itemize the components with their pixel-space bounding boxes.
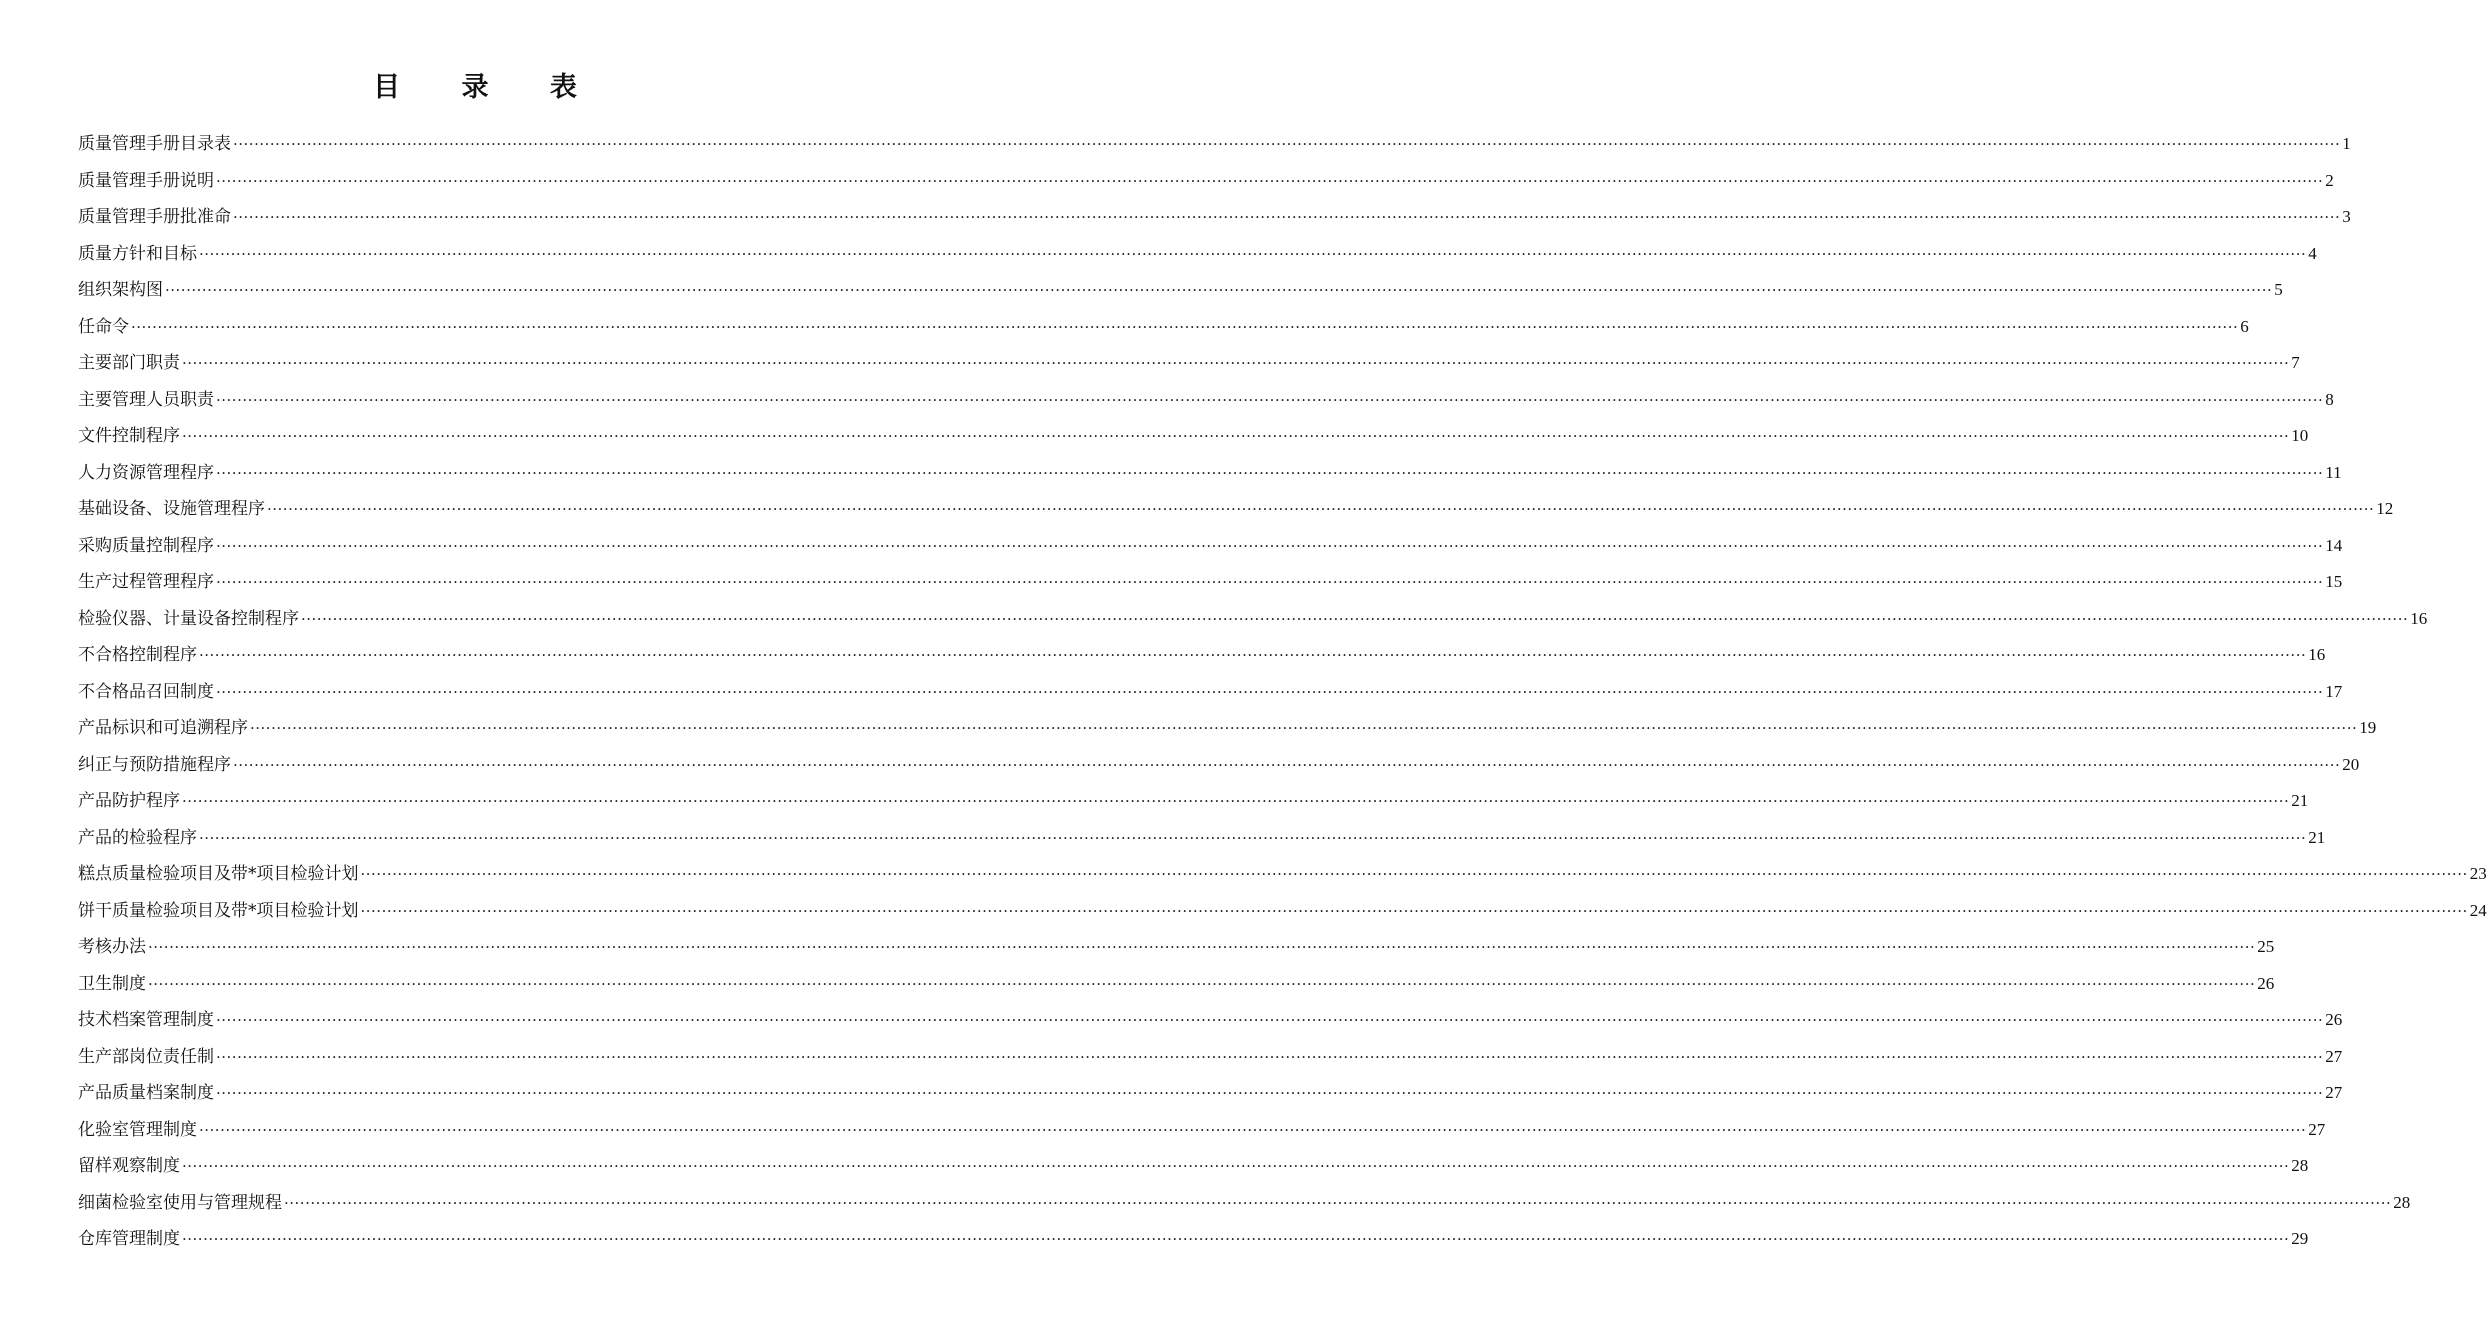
toc-entry-page-number: 24 — [2469, 900, 2487, 920]
dot-leader: ················································································································································································································································································································································································································ — [216, 1047, 2324, 1066]
toc-entry-page-number: 14 — [2325, 535, 2343, 555]
toc-entry-title: 化验室管理制度 — [78, 1119, 197, 1140]
dot-leader: ················································································································································································································································································································································································································ — [199, 1120, 2307, 1139]
dot-leader: ················································································································································································································································································································································································································ — [233, 135, 2341, 154]
toc-entry-page-number: 17 — [2325, 681, 2343, 701]
toc-entry-title: 文件控制程序 — [78, 426, 180, 447]
toc-entry-title: 质量管理手册说明 — [78, 170, 214, 191]
toc-entry[interactable] — [78, 1039, 2343, 1076]
toc-entry-page-number: 11 — [2325, 462, 2342, 482]
toc-entry[interactable] — [78, 1185, 2411, 1222]
toc-entry-title: 采购质量控制程序 — [78, 535, 214, 556]
toc-entry[interactable] — [78, 126, 2351, 163]
toc-entry[interactable] — [78, 272, 2283, 309]
toc-entry[interactable] — [78, 382, 2334, 419]
toc-entry-page-number: 10 — [2291, 426, 2309, 446]
dot-leader: ················································································································································································································································································································································································································ — [233, 208, 2341, 227]
dot-leader: ················································································································································································································································································································································································································ — [216, 1084, 2324, 1103]
toc-entry[interactable] — [78, 418, 2309, 455]
toc-entry-title: 人力资源管理程序 — [78, 462, 214, 483]
toc-entry-title: 主要部门职责 — [78, 353, 180, 374]
toc-entry-page-number: 21 — [2308, 827, 2326, 847]
toc-entry[interactable] — [78, 1002, 2343, 1039]
dot-leader: ················································································································································································································································································································································································································ — [216, 171, 2324, 190]
toc-entry[interactable] — [78, 1075, 2343, 1112]
toc-entry-title: 产品防护程序 — [78, 791, 180, 812]
toc-entry-title: 产品标识和可追溯程序 — [78, 718, 248, 739]
toc-entry[interactable] — [78, 966, 2275, 1003]
dot-leader: ················································································································································································································································································································································································································ — [199, 244, 2307, 263]
dot-leader: ················································································································································································································································································································································································································ — [360, 865, 2468, 884]
dot-leader: ················································································································································································································································································································································································································ — [148, 938, 2256, 957]
toc-entry-page-number: 16 — [2410, 608, 2428, 628]
toc-entry-page-number: 2 — [2325, 170, 2334, 190]
toc-entry-page-number: 28 — [2393, 1192, 2411, 1212]
toc-entry[interactable] — [78, 309, 2249, 346]
dot-leader: ················································································································································································································································································································································································································ — [216, 463, 2324, 482]
toc-entry[interactable] — [78, 1112, 2326, 1149]
toc-entry-title: 产品质量档案制度 — [78, 1083, 214, 1104]
toc-entry-page-number: 3 — [2342, 207, 2351, 227]
dot-leader: ················································································································································································································································································································································································································ — [199, 646, 2307, 665]
toc-entry-page-number: 4 — [2308, 243, 2317, 263]
toc-entry-title: 不合格品召回制度 — [78, 681, 214, 702]
toc-entry[interactable] — [78, 564, 2343, 601]
toc-entry[interactable] — [78, 1221, 2309, 1258]
toc-entry-title: 质量方针和目标 — [78, 243, 197, 264]
toc-entry[interactable] — [78, 747, 2360, 784]
toc-entry-page-number: 23 — [2469, 864, 2487, 884]
toc-entry-page-number: 7 — [2291, 353, 2300, 373]
toc-entry-page-number: 26 — [2325, 1010, 2343, 1030]
toc-entry-title: 检验仪器、计量设备控制程序 — [78, 608, 299, 629]
toc-entry-title: 主要管理人员职责 — [78, 389, 214, 410]
toc-entry[interactable] — [78, 163, 2334, 200]
toc-entry-title: 质量管理手册批准命 — [78, 207, 231, 228]
toc-entry[interactable] — [78, 929, 2275, 966]
toc-entry-title: 饼干质量检验项目及带*项目检验计划 — [78, 900, 359, 921]
toc-entry-title: 生产过程管理程序 — [78, 572, 214, 593]
toc-entry[interactable] — [78, 528, 2343, 565]
toc-entry[interactable] — [78, 199, 2351, 236]
toc-entry-page-number: 8 — [2325, 389, 2334, 409]
dot-leader: ················································································································································································································································································································································································································ — [216, 536, 2324, 555]
toc-entry[interactable] — [78, 345, 2300, 382]
toc-entry[interactable] — [78, 856, 2487, 893]
toc-entry-page-number: 21 — [2291, 791, 2309, 811]
toc-entry-page-number: 5 — [2274, 280, 2283, 300]
dot-leader: ················································································································································································································································································································································································································ — [182, 354, 2290, 373]
dot-leader: ················································································································································································································································································································································································································ — [360, 901, 2468, 920]
toc-entry-page-number: 26 — [2257, 973, 2275, 993]
toc-entry-title: 细菌检验室使用与管理规程 — [78, 1192, 282, 1213]
toc-entry-page-number: 29 — [2291, 1229, 2309, 1249]
dot-leader: ················································································································································································································································································································································································································ — [148, 974, 2256, 993]
toc-entry-page-number: 12 — [2376, 499, 2394, 519]
toc-entry-page-number: 27 — [2308, 1119, 2326, 1139]
dot-leader: ················································································································································································································································································································································································································ — [250, 719, 2358, 738]
toc-entry-title: 卫生制度 — [78, 973, 146, 994]
toc-entry-title: 产品的检验程序 — [78, 827, 197, 848]
toc-entry-title: 质量管理手册目录表 — [78, 134, 231, 155]
toc-entry-page-number: 16 — [2308, 645, 2326, 665]
toc-entry-title: 组织架构图 — [78, 280, 163, 301]
toc-entry-page-number: 25 — [2257, 937, 2275, 957]
toc-entry[interactable] — [78, 893, 2487, 930]
dot-leader: ················································································································································································································································································································································································································ — [182, 1230, 2290, 1249]
toc-entry-title: 留样观察制度 — [78, 1156, 180, 1177]
toc-entry-page-number: 27 — [2325, 1083, 2343, 1103]
toc-entry-page-number: 1 — [2342, 134, 2351, 154]
toc-entry-page-number: 19 — [2359, 718, 2377, 738]
page-title: 目 录 表 — [373, 72, 603, 103]
toc-entry-page-number: 6 — [2240, 316, 2249, 336]
toc-entry[interactable] — [78, 491, 2394, 528]
toc-entry-title: 技术档案管理制度 — [78, 1010, 214, 1031]
dot-leader: ················································································································································································································································································································································································································ — [182, 792, 2290, 811]
dot-leader: ················································································································································································································································································································································································································ — [131, 317, 2239, 336]
toc-entry-title: 仓库管理制度 — [78, 1229, 180, 1250]
toc-entry-page-number: 20 — [2342, 754, 2360, 774]
dot-leader: ················································································································································································································································································································································································································ — [182, 1157, 2290, 1176]
toc-entry-title: 糕点质量检验项目及带*项目检验计划 — [78, 864, 359, 885]
dot-leader: ················································································································································································································································································································································································································ — [216, 573, 2324, 592]
toc-entry[interactable] — [78, 236, 2317, 273]
dot-leader: ················································································································································································································································································································································································································ — [284, 1193, 2392, 1212]
toc-entry-page-number: 27 — [2325, 1046, 2343, 1066]
dot-leader: ················································································································································································································································································································································································································ — [233, 755, 2341, 774]
toc-entry[interactable] — [78, 637, 2326, 674]
table-of-contents — [78, 126, 2487, 1258]
toc-entry[interactable] — [78, 601, 2428, 638]
dot-leader: ················································································································································································································································································································································································································ — [216, 390, 2324, 409]
toc-entry[interactable] — [78, 710, 2377, 747]
toc-entry[interactable] — [78, 455, 2342, 492]
toc-entry-page-number: 28 — [2291, 1156, 2309, 1176]
dot-leader: ················································································································································································································································································································································································································ — [199, 828, 2307, 847]
dot-leader: ················································································································································································································································································································································································································ — [301, 609, 2409, 628]
toc-entry-title: 基础设备、设施管理程序 — [78, 499, 265, 520]
dot-leader: ················································································································································································································································································································································································································ — [267, 500, 2375, 519]
dot-leader: ················································································································································································································································································································································································································ — [216, 682, 2324, 701]
toc-entry-title: 纠正与预防措施程序 — [78, 754, 231, 775]
dot-leader: ················································································································································································································································································································································································································ — [165, 281, 2273, 300]
toc-entry-title: 生产部岗位责任制 — [78, 1046, 214, 1067]
dot-leader: ················································································································································································································································································································································································································ — [182, 427, 2290, 446]
toc-entry[interactable] — [78, 1148, 2309, 1185]
toc-entry-title: 任命令 — [78, 316, 129, 337]
toc-entry-page-number: 15 — [2325, 572, 2343, 592]
toc-entry-title: 考核办法 — [78, 937, 146, 958]
toc-entry[interactable] — [78, 783, 2309, 820]
toc-entry[interactable] — [78, 674, 2343, 711]
toc-entry[interactable] — [78, 820, 2326, 857]
toc-entry-title: 不合格控制程序 — [78, 645, 197, 666]
dot-leader: ················································································································································································································································································································································································································ — [216, 1011, 2324, 1030]
